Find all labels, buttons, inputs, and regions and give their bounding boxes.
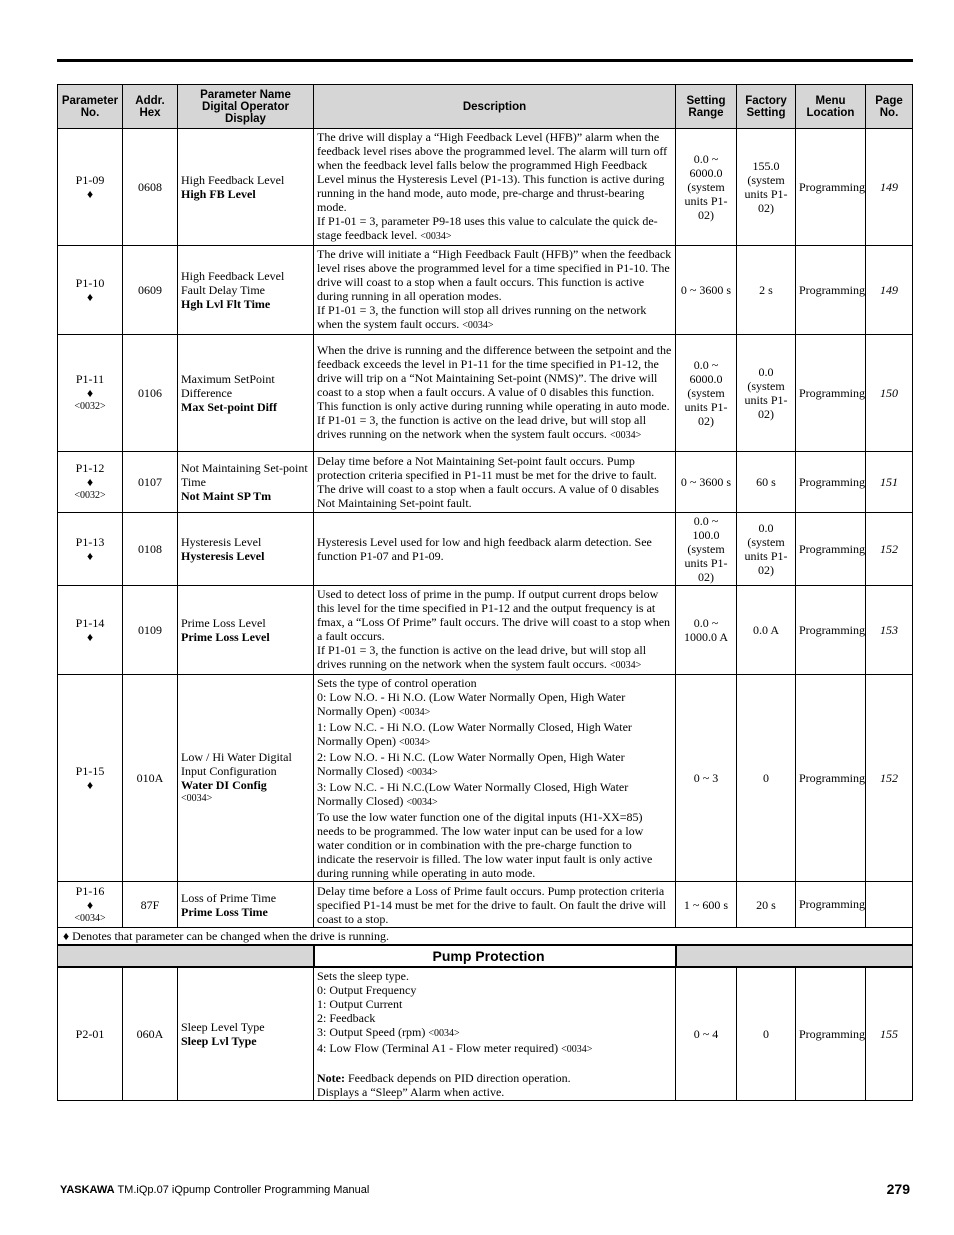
addr-hex: 87F (123, 882, 178, 928)
description-line (317, 535, 672, 563)
header-param-name: Parameter Name Digital Operator Display (178, 85, 314, 129)
menu-location: Programming (796, 452, 866, 513)
operator-display: Sleep Lvl Type (181, 1034, 257, 1048)
revision-tag: <0034> (406, 767, 438, 778)
description-text: The drive will initiate a “High Feedback Fault (HFB)” when the feedback level rises above the programmed level for a time specified in P1-10. The drive will coast to a stop when a fault occurs. This function is active during running in all operation modes. (317, 247, 672, 303)
description (314, 246, 676, 335)
operator-display: Prime Loss Time (181, 904, 268, 919)
param-name: Loss of Prime Time (181, 890, 277, 905)
factory-setting: 0.0 A (737, 586, 796, 675)
setting-range: 0 ~ 4 (676, 967, 737, 1101)
description-line (317, 969, 672, 983)
run-change-mark: ♦ (86, 386, 94, 400)
menu-location: Programming (796, 882, 866, 928)
table-row (58, 129, 913, 246)
param-name: Not Maintaining Set-point Time (181, 461, 308, 489)
menu-location: Programming (796, 246, 866, 335)
description-line (317, 997, 672, 1011)
description-text: 2: Low N.O. - Hi N.C. (Low Water Normally Open, High Water Normally Closed) (317, 750, 625, 778)
factory-setting: 0.0 (system units P1-02) (737, 335, 796, 452)
description-text: Sets the type of control operation (317, 676, 477, 690)
addr-hex: 0609 (123, 246, 178, 335)
page-link[interactable]: 149 (866, 129, 913, 246)
addr-hex: 0109 (123, 586, 178, 675)
description-line (317, 780, 672, 810)
revision-tag: <0034> (398, 737, 431, 748)
addr-hex: 0106 (123, 335, 178, 452)
header-menu-location: Menu Location (796, 85, 866, 129)
description-line (317, 1041, 672, 1057)
param-no-cell (58, 586, 123, 675)
factory-setting: 0.0 (system units P1-02) (737, 513, 796, 586)
description-text: 3: Output Speed (rpm) (317, 1025, 429, 1039)
param-no-cell (58, 246, 123, 335)
param-name: Prime Loss Level (181, 616, 266, 630)
param-name-cell (178, 335, 314, 452)
page-link[interactable]: 155 (866, 967, 913, 1101)
operator-display: Hgh Lvl Flt Time (181, 297, 271, 311)
description (314, 967, 676, 1101)
description-line (317, 884, 672, 926)
param-no-cell (58, 335, 123, 452)
description-text: If P1-01 = 3, the function is active on the lead drive, but will stop all drives running on the network when the system fault occurs. (317, 643, 647, 671)
description-line (317, 1071, 672, 1085)
revision-tag: <0034> (398, 707, 431, 718)
revision-tag: <0034> (609, 660, 642, 671)
param-no-cell (58, 129, 123, 246)
revision-tag: <0034> (561, 1044, 593, 1055)
run-change-mark: ♦ (86, 475, 94, 489)
description-text: 0: Output Frequency (317, 983, 417, 997)
table-row (58, 967, 913, 1101)
table-row (58, 513, 913, 586)
operator-display: Prime Loss Level (181, 630, 270, 644)
description-text: To use the low water function one of the digital inputs (H1-XX=85) needs to be programmed. The low water input can be used for a low water condition or in combination with the pre-charge function to indicate the reservoir is filled. The low water input fault is only active during running while operating in auto mode. (317, 810, 653, 880)
param-name-cell (178, 586, 314, 675)
description-text: 4: Low Flow (Terminal A1 - Flow meter required) (317, 1041, 562, 1055)
table-row (58, 335, 913, 452)
param-no-cell (58, 882, 123, 928)
section-header-row (58, 945, 913, 967)
note-row (58, 928, 913, 946)
description-line (317, 1011, 672, 1025)
run-change-mark: ♦ (86, 549, 94, 563)
page-link[interactable]: 152 (866, 513, 913, 586)
description-line (317, 720, 672, 750)
description (314, 452, 676, 513)
description-line (317, 643, 672, 673)
running-change-note: ♦ Denotes that parameter can be changed when the drive is running. (58, 928, 913, 946)
addr-hex: 0108 (123, 513, 178, 586)
param-name-cell (178, 129, 314, 246)
param-no-cell (58, 513, 123, 586)
revision-tag: <0034> (406, 797, 438, 808)
section-bar-left (58, 945, 314, 967)
description-line (317, 750, 672, 780)
footer-page-number: 279 (886, 1181, 910, 1197)
table-header-row (58, 85, 913, 129)
description (314, 586, 676, 675)
operator-display: Hysteresis Level (181, 549, 265, 563)
description-line (317, 810, 672, 880)
factory-setting: 0 (737, 675, 796, 882)
description (314, 335, 676, 452)
param-name: Maximum SetPoint Difference (181, 372, 275, 400)
note-label: Note: (317, 1071, 345, 1085)
param-no: P1-10 (75, 276, 105, 290)
param-name: High Feedback Level Fault Delay Time (181, 269, 285, 297)
operator-display: Max Set-point Diff (181, 400, 277, 414)
setting-range: 0.0 ~ 1000.0 A (676, 586, 737, 675)
description-line (317, 303, 672, 333)
factory-setting: 0 (737, 967, 796, 1101)
operator-display: High FB Level (181, 187, 256, 201)
param-no: P1-16 (75, 883, 105, 898)
section-bar-right (676, 945, 913, 967)
run-change-mark: ♦ (86, 897, 94, 912)
param-name-cell (178, 452, 314, 513)
description-text: 1: Output Current (317, 997, 403, 1011)
revision-tag: <0034> (181, 793, 213, 804)
param-name-cell (178, 675, 314, 882)
top-rule (57, 59, 913, 62)
run-change-mark: ♦ (86, 630, 94, 644)
page-link[interactable]: 152 (866, 675, 913, 882)
description-text: If P1-01 = 3, the function will stop all drives running on the network when the system fault occurs. (317, 303, 647, 331)
revision-tag: <0034> (420, 231, 452, 242)
page-link[interactable]: 150 (866, 335, 913, 452)
description-line (317, 983, 672, 997)
param-name: Hysteresis Level (181, 535, 262, 549)
table-row (58, 675, 913, 882)
table-row (58, 452, 913, 513)
setting-range: 0 ~ 3 (676, 675, 737, 882)
description-line (317, 1085, 672, 1099)
footer-manual-name: TM.iQp.07 iQpump Controller Programming Manual (114, 1184, 370, 1196)
addr-hex: 0107 (123, 452, 178, 513)
menu-location: Programming (796, 586, 866, 675)
revision-tag: <0034> (428, 1028, 460, 1039)
run-change-mark: ♦ (86, 187, 94, 201)
description-text: Sets the sleep type. (317, 969, 409, 983)
description (314, 882, 676, 928)
setting-range: 0.0 ~ 100.0 (system units P1-02) (676, 513, 737, 586)
table-row (58, 246, 913, 335)
table-row (58, 882, 913, 928)
factory-setting: 20 s (737, 882, 796, 928)
menu-location: Programming (796, 335, 866, 452)
description-line (317, 1025, 672, 1041)
param-name: Low / Hi Water Digital Input Configuration (181, 750, 292, 778)
setting-range: 0.0 ~ 6000.0 (system units P1-02) (676, 335, 737, 452)
description-line (317, 214, 672, 244)
param-no-cell (58, 675, 123, 882)
description (314, 513, 676, 586)
revision-tag: <0032> (74, 490, 106, 501)
description-text: Feedback depends on PID direction operation. (344, 1071, 571, 1085)
section-title: Pump Protection (314, 945, 676, 967)
param-no: P1-15 (75, 764, 105, 778)
param-name-cell (178, 246, 314, 335)
factory-setting: 155.0 (system units P1-02) (737, 129, 796, 246)
menu-location: Programming (796, 129, 866, 246)
setting-range: 0 ~ 3600 s (676, 246, 737, 335)
description-text: 2: Feedback (317, 1011, 376, 1025)
description (314, 675, 676, 882)
factory-setting: 60 s (737, 452, 796, 513)
header-description: Description (314, 85, 676, 129)
menu-location: Programming (796, 513, 866, 586)
addr-hex: 0608 (123, 129, 178, 246)
footer-brand: YASKAWA (60, 1184, 115, 1196)
page-link[interactable]: 149 (866, 246, 913, 335)
description (314, 129, 676, 246)
footer-doc-title (60, 1184, 369, 1196)
addr-hex: 010A (123, 675, 178, 882)
revision-tag: <0034> (609, 430, 642, 441)
description-line (317, 676, 672, 690)
description-line (317, 454, 672, 510)
description-text: Hysteresis Level used for low and high feedback alarm detection. See function P1-07 and P1-09. (317, 535, 652, 563)
description-text: Delay time before a Loss of Prime fault occurs. Pump protection criteria specified P1-14 must be met for the drive to fault. On fault the drive will coast to a stop. (317, 883, 666, 926)
menu-location: Programming (796, 675, 866, 882)
setting-range: 1 ~ 600 s (676, 882, 737, 928)
header-page-no: Page No. (866, 85, 913, 129)
param-name-cell (178, 513, 314, 586)
menu-location: Programming (796, 967, 866, 1101)
param-no: P1-14 (75, 616, 105, 630)
param-no: P1-12 (75, 461, 105, 475)
description-text: When the drive is running and the difference between the setpoint and the feedback exceeds the level in P1-11 for the time specified in P1-12, the drive will trip on a “Not Maintaining Set-point (NMS)”. The drive will coast to a stop when a fault occurs. A value of 0 disables this function. This function is only active during running while operating in auto mode. (317, 343, 672, 413)
description-text: If P1-01 = 3, parameter P9-18 uses this value to calculate the quick de-stage feedback level. (317, 214, 658, 242)
description-text: Displays a “Sleep” Alarm when active. (317, 1085, 505, 1099)
setting-range: 0.0 ~ 6000.0 (system units P1-02) (676, 129, 737, 246)
page-link[interactable]: 151 (866, 452, 913, 513)
param-name-cell (178, 967, 314, 1101)
param-no-cell (58, 452, 123, 513)
param-no: P2-01 (58, 967, 123, 1101)
revision-tag: <0032> (74, 401, 106, 412)
header-setting-range: Setting Range (676, 85, 737, 129)
revision-tag: <0034> (74, 912, 106, 924)
description-line (317, 130, 672, 214)
description-text: Used to detect loss of prime in the pump. If output current drops below this level for the time specified in P1-12 and the output frequency is at fmax, a “Loss Of Prime” fault occurs. The drive will coast to a stop when a fault occurs. (317, 587, 671, 643)
description-text: 1: Low N.C. - Hi N.O. (Low Water Normally Closed, High Water Normally Open) (317, 720, 632, 748)
page-link[interactable]: 153 (866, 586, 913, 675)
header-addr-hex: Addr. Hex (123, 85, 178, 129)
operator-display: Not Maint SP Tm (181, 489, 272, 503)
factory-setting: 2 s (737, 246, 796, 335)
param-name-cell (178, 882, 314, 928)
description-text: 0: Low N.O. - Hi N.O. (Low Water Normally Open, High Water Normally Open) (317, 690, 626, 718)
description-text: If P1-01 = 3, the function is active on the lead drive, but will stop all drives running on the network when the system fault occurs. (317, 413, 647, 441)
description-line (317, 343, 672, 413)
description-line (317, 1057, 672, 1071)
page-link[interactable] (866, 882, 913, 928)
param-name: High Feedback Level (181, 173, 285, 187)
param-no: P1-11 (75, 372, 105, 386)
param-name: Sleep Level Type (181, 1020, 265, 1034)
description-line (317, 413, 672, 443)
description-line (317, 247, 672, 303)
param-no: P1-13 (75, 535, 105, 549)
param-no: P1-09 (75, 173, 105, 187)
header-factory-setting: Factory Setting (737, 85, 796, 129)
run-change-mark: ♦ (86, 290, 94, 304)
addr-hex: 060A (123, 967, 178, 1101)
description-line (317, 587, 672, 643)
description-text: 3: Low N.C. - Hi N.C.(Low Water Normally Closed, High Water Normally Closed) (317, 780, 629, 808)
description-line (317, 690, 672, 720)
setting-range: 0 ~ 3600 s (676, 452, 737, 513)
table-body (58, 129, 913, 928)
description-text: Delay time before a Not Maintaining Set-point fault occurs. Pump protection criteria specified in P1-11 must be met for the drive to fault. The drive will coast to a stop when a fault occurs. A value of 0 disables Not Maintaining Set-point fault. (317, 454, 659, 510)
parameter-table (57, 84, 913, 1101)
header-param-no: Parameter No. (58, 85, 123, 129)
operator-display: Water DI Config (181, 778, 267, 792)
run-change-mark: ♦ (86, 778, 94, 792)
table-row (58, 586, 913, 675)
description-text: The drive will display a “High Feedback Level (HFB)” alarm when the feedback level rises above the programmed level. The alarm will turn off when the feedback level falls below the programmed High Feedback Level minus the Hysteresis Level (P1-13). This function is active during running in the hand mode, auto mode, pre-charge and thrust-bearing mode. (317, 130, 668, 214)
revision-tag: <0034> (462, 320, 494, 331)
